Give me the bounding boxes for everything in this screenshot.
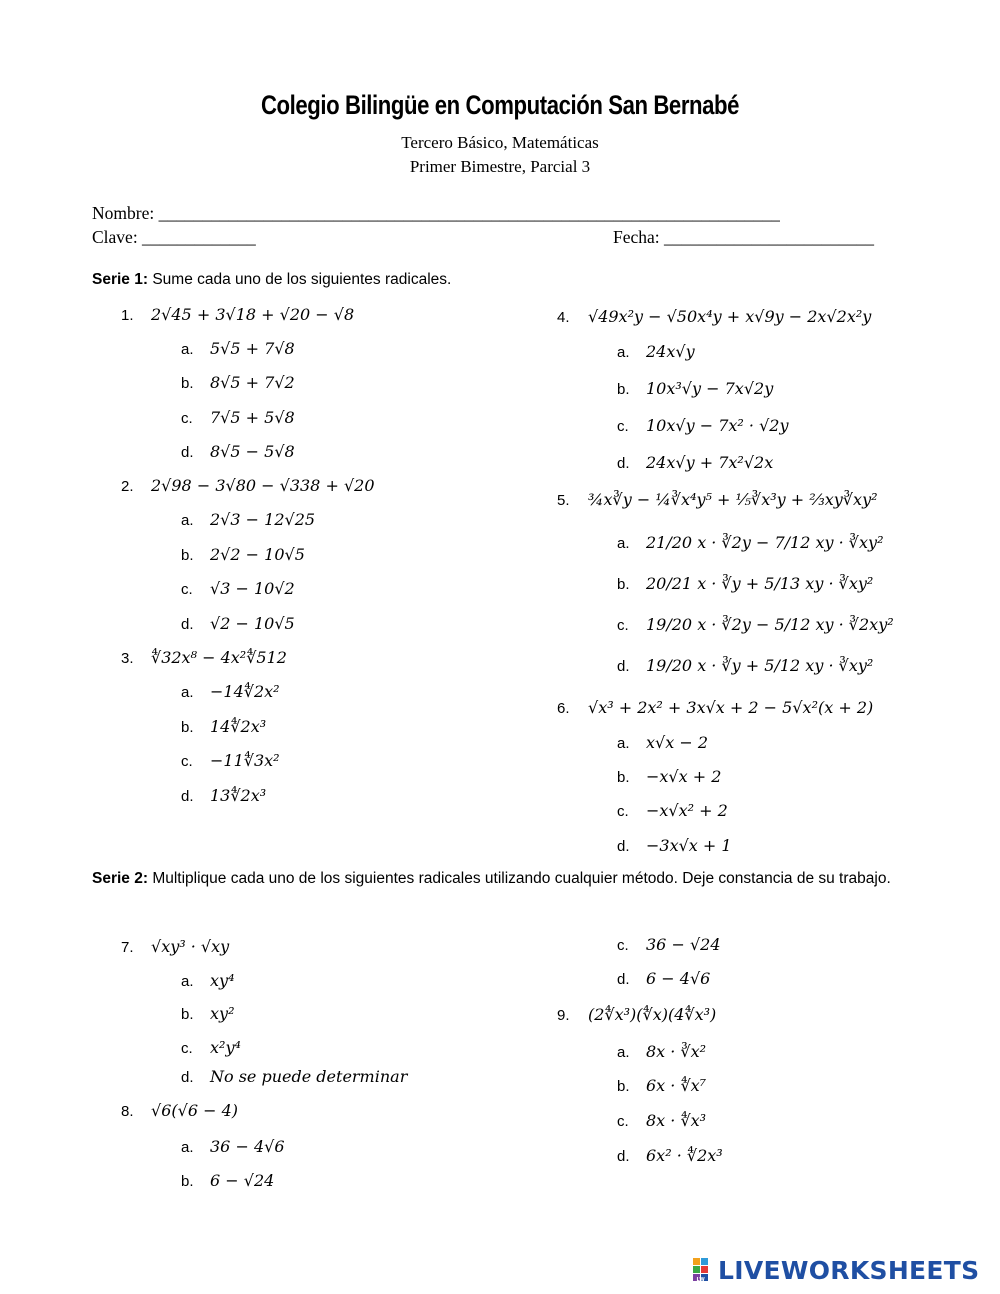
- period-subtitle: Primer Bimestre, Parcial 3: [409, 157, 591, 176]
- q1-option-text[interactable]: 8√5 − 5√8: [210, 442, 295, 461]
- q8-number: 8.: [121, 1103, 134, 1120]
- q2-option-label[interactable]: d.: [181, 616, 194, 633]
- q1-expression: 2√45 + 3√18 + √20 − √8: [151, 305, 355, 324]
- q9-option-label[interactable]: b.: [617, 1078, 630, 1095]
- q8-option-text[interactable]: 6 − √24: [210, 1171, 275, 1190]
- q3-option-text[interactable]: −14∜2x²: [210, 682, 280, 701]
- q3-option-label[interactable]: d.: [181, 788, 194, 805]
- q5-option-label[interactable]: b.: [617, 576, 630, 593]
- school-title: Colegio Bilingüe en Computación San Bernabé: [260, 90, 740, 120]
- q9-option-text[interactable]: 8x · ∛x²: [646, 1042, 707, 1061]
- q7-option-text[interactable]: xy⁴: [210, 971, 235, 990]
- q4-option-label[interactable]: d.: [617, 455, 630, 472]
- liveworksheets-logo: [692, 1256, 979, 1284]
- q3-option-label[interactable]: c.: [181, 753, 193, 770]
- q7-option-label[interactable]: a.: [181, 973, 194, 990]
- q4-option-text[interactable]: 24x√y + 7x²√2x: [646, 453, 774, 472]
- q8-option-text[interactable]: 6 − 4√6: [646, 969, 711, 988]
- q1-number: 1.: [121, 307, 134, 324]
- q9-number: 9.: [557, 1007, 570, 1024]
- q9-option-label[interactable]: d.: [617, 1148, 630, 1165]
- q4-option-label[interactable]: a.: [617, 344, 630, 361]
- liveworksheets-brand: LIVEWORKSHEETS: [718, 1255, 980, 1285]
- q1-option-text[interactable]: 7√5 + 5√8: [210, 408, 295, 427]
- q6-option-text[interactable]: x√x − 2: [646, 733, 708, 752]
- q8-option-label[interactable]: c.: [617, 937, 629, 954]
- q6-expression: √x³ + 2x² + 3x√x + 2 − 5√x²(x + 2): [588, 698, 874, 717]
- q8-option-label[interactable]: d.: [617, 971, 630, 988]
- serie2-text: Multiplique cada uno de los siguientes radicales utilizando cualquier método. Deje constancia de su trabajo.: [148, 870, 891, 887]
- q2-option-label[interactable]: b.: [181, 547, 194, 564]
- q6-option-label[interactable]: c.: [617, 803, 629, 820]
- q6-option-label[interactable]: a.: [617, 735, 630, 752]
- q3-option-label[interactable]: b.: [181, 719, 194, 736]
- q7-option-text[interactable]: xy²: [210, 1004, 235, 1023]
- q6-option-label[interactable]: b.: [617, 769, 630, 786]
- q5-number: 5.: [557, 492, 570, 509]
- q5-expression: ¾x∛y − ¼∛x⁴y⁵ + ⅕∛x³y + ⅔xy∛xy²: [588, 490, 878, 509]
- course-subtitle: Tercero Básico, Matemáticas: [401, 133, 599, 152]
- q2-number: 2.: [121, 478, 134, 495]
- q3-option-text[interactable]: −11∜3x²: [210, 751, 280, 770]
- q9-expression: (2∜x³)(∜x)(4∜x³): [588, 1005, 717, 1024]
- q6-option-text[interactable]: −3x√x + 1: [646, 836, 732, 855]
- q6-option-text[interactable]: −x√x + 2: [646, 767, 722, 786]
- q9-option-label[interactable]: c.: [617, 1113, 629, 1130]
- logo-letters: LW: [696, 1277, 705, 1283]
- q7-option-text[interactable]: x²y⁴: [210, 1038, 241, 1057]
- q1-option-label[interactable]: b.: [181, 375, 194, 392]
- q1-option-text[interactable]: 8√5 + 7√2: [210, 373, 295, 392]
- q5-option-text[interactable]: 20/21 x · ∛y + 5/13 xy · ∛xy²: [646, 574, 874, 593]
- q2-option-text[interactable]: √2 − 10√5: [210, 614, 295, 633]
- q3-option-text[interactable]: 13∜2x³: [210, 786, 267, 805]
- q2-expression: 2√98 − 3√80 − √338 + √20: [151, 476, 375, 495]
- q8-expression: √6(√6 − 4): [151, 1101, 238, 1120]
- q5-option-label[interactable]: c.: [617, 617, 629, 634]
- serie1-text: Sume cada uno de los siguientes radicales.: [148, 271, 452, 288]
- serie1-instructions: [92, 263, 907, 296]
- q1-option-label[interactable]: c.: [181, 410, 193, 427]
- q1-option-label[interactable]: d.: [181, 444, 194, 461]
- q8-option-text[interactable]: 36 − 4√6: [210, 1137, 285, 1156]
- q4-option-text[interactable]: 10x³√y − 7x√2y: [646, 379, 774, 398]
- serie1-label: Serie 1:: [92, 271, 149, 288]
- serie2-instructions: [92, 862, 907, 895]
- q5-option-text[interactable]: 19/20 x · ∛2y − 5/12 xy · ∛2xy²: [646, 615, 894, 634]
- q9-option-label[interactable]: a.: [617, 1044, 630, 1061]
- q5-option-label[interactable]: d.: [617, 658, 630, 675]
- fecha-field[interactable]: Fecha: ________________________: [613, 227, 875, 247]
- serie2-label: Serie 2:: [92, 870, 149, 887]
- q7-option-text[interactable]: No se puede determinar: [210, 1067, 408, 1086]
- q2-option-text[interactable]: 2√3 − 12√25: [210, 510, 316, 529]
- q3-number: 3.: [121, 650, 134, 667]
- q4-option-text[interactable]: 24x√y: [646, 342, 695, 361]
- q4-option-label[interactable]: c.: [617, 418, 629, 435]
- q2-option-label[interactable]: a.: [181, 512, 194, 529]
- q1-option-label[interactable]: a.: [181, 341, 194, 358]
- q6-number: 6.: [557, 700, 570, 717]
- liveworksheets-logo-icon: [692, 1257, 718, 1283]
- q9-option-text[interactable]: 6x · ∜x⁷: [646, 1076, 707, 1095]
- q6-option-text[interactable]: −x√x² + 2: [646, 801, 728, 820]
- q7-option-label[interactable]: b.: [181, 1006, 194, 1023]
- q3-option-text[interactable]: 14∜2x³: [210, 717, 267, 736]
- clave-field[interactable]: Clave: _____________: [92, 227, 256, 247]
- q8-option-label[interactable]: a.: [181, 1139, 194, 1156]
- q2-option-text[interactable]: √3 − 10√2: [210, 579, 295, 598]
- q3-expression: ∜32x⁸ − 4x²∜512: [151, 648, 287, 667]
- q9-option-text[interactable]: 6x² · ∜2x³: [646, 1146, 723, 1165]
- q6-option-label[interactable]: d.: [617, 838, 630, 855]
- q9-option-text[interactable]: 8x · ∜x³: [646, 1111, 707, 1130]
- q1-option-text[interactable]: 5√5 + 7√8: [210, 339, 295, 358]
- q2-option-text[interactable]: 2√2 − 10√5: [210, 545, 305, 564]
- q8-option-text[interactable]: 36 − √24: [646, 935, 721, 954]
- q8-option-label[interactable]: b.: [181, 1173, 194, 1190]
- q4-option-text[interactable]: 10x√y − 7x² · √2y: [646, 416, 789, 435]
- q7-option-label[interactable]: c.: [181, 1040, 193, 1057]
- q4-number: 4.: [557, 309, 570, 326]
- q2-option-label[interactable]: c.: [181, 581, 193, 598]
- q3-option-label[interactable]: a.: [181, 684, 194, 701]
- q4-expression: √49x²y − √50x⁴y + x√9y − 2x√2x²y: [588, 307, 872, 326]
- nombre-field[interactable]: Nombre: _______________________________________________________________________: [92, 203, 780, 223]
- q5-option-text[interactable]: 19/20 x · ∛y + 5/12 xy · ∛xy²: [646, 656, 874, 675]
- q5-option-label[interactable]: a.: [617, 535, 630, 552]
- q7-expression: √xy³ · √xy: [151, 937, 230, 956]
- q5-option-text[interactable]: 21/20 x · ∛2y − 7/12 xy · ∛xy²: [646, 533, 884, 552]
- q7-option-label[interactable]: d.: [181, 1069, 194, 1086]
- q4-option-label[interactable]: b.: [617, 381, 630, 398]
- q7-number: 7.: [121, 939, 134, 956]
